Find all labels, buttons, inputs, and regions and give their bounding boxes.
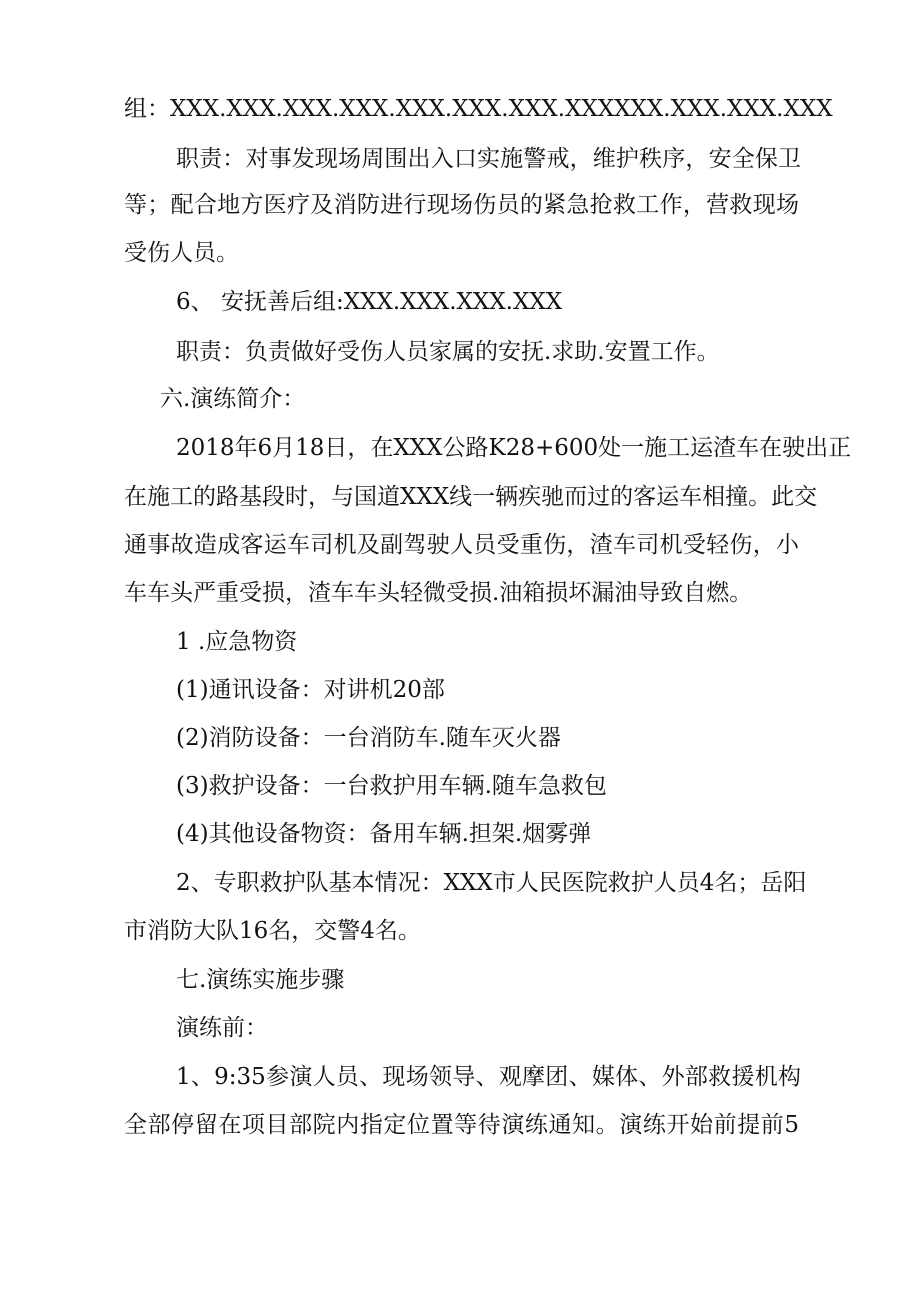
text-line: 通事故造成客运车司机及副驾驶人员受重伤，渣车司机受轻伤，小 [124,532,799,558]
subheading: 1 .应急物资 [176,629,298,655]
section-heading: 七.演练实施步骤 [176,967,345,993]
section-heading: 6、 安抚善后组:XXX.XXX.XXX.XXX [176,289,563,315]
text-line: 市消防大队16名，交警4名。 [124,918,421,944]
list-item: (2)消防设备：一台消防车.随车灭火器 [176,725,561,751]
text-line: 车车头严重受损，渣车车头轻微受损.油箱损坏漏油导致自燃。 [124,580,753,606]
text-line: 组：XXX.XXX.XXX.XXX.XXX.XXX.XXX.XXXXXX.XXX.XXX.XXX [124,96,833,122]
text-line: 受伤人员。 [124,240,239,266]
list-item: (3)救护设备：一台救护用车辆.随车急救包 [176,773,607,799]
text-line: 2、专职救护队基本情况：XXX市人民医院救护人员4名；岳阳 [176,870,807,896]
subheading: 演练前： [176,1015,268,1041]
text-line: 2018年6月18日，在XXX公路K28+600处一施工运渣车在驶出正 [176,435,852,461]
text-line: 等；配合地方医疗及消防进行现场伤员的紧急抢救工作，营救现场 [124,192,799,218]
text-line: 在施工的路基段时，与国道XXX线一辆疾驰而过的客运车相撞。此交 [124,484,818,510]
text-line: 职责：负责做好受伤人员家属的安抚.求助.安置工作。 [176,339,720,365]
text-line: 职责：对事发现场周围出入口实施警戒，维护秩序，安全保卫 [176,146,801,172]
list-item: (4)其他设备物资：备用车辆.担架.烟雾弹 [176,821,592,847]
section-heading: 六.演练简介： [160,386,306,412]
text-line: 全部停留在项目部院内指定位置等待演练通知。演练开始前提前5 [124,1112,799,1138]
list-item: (1)通讯设备：对讲机20部 [176,677,445,703]
text-line: 1、9:35参演人员、现场领导、观摩团、媒体、外部救援机构 [176,1064,801,1090]
